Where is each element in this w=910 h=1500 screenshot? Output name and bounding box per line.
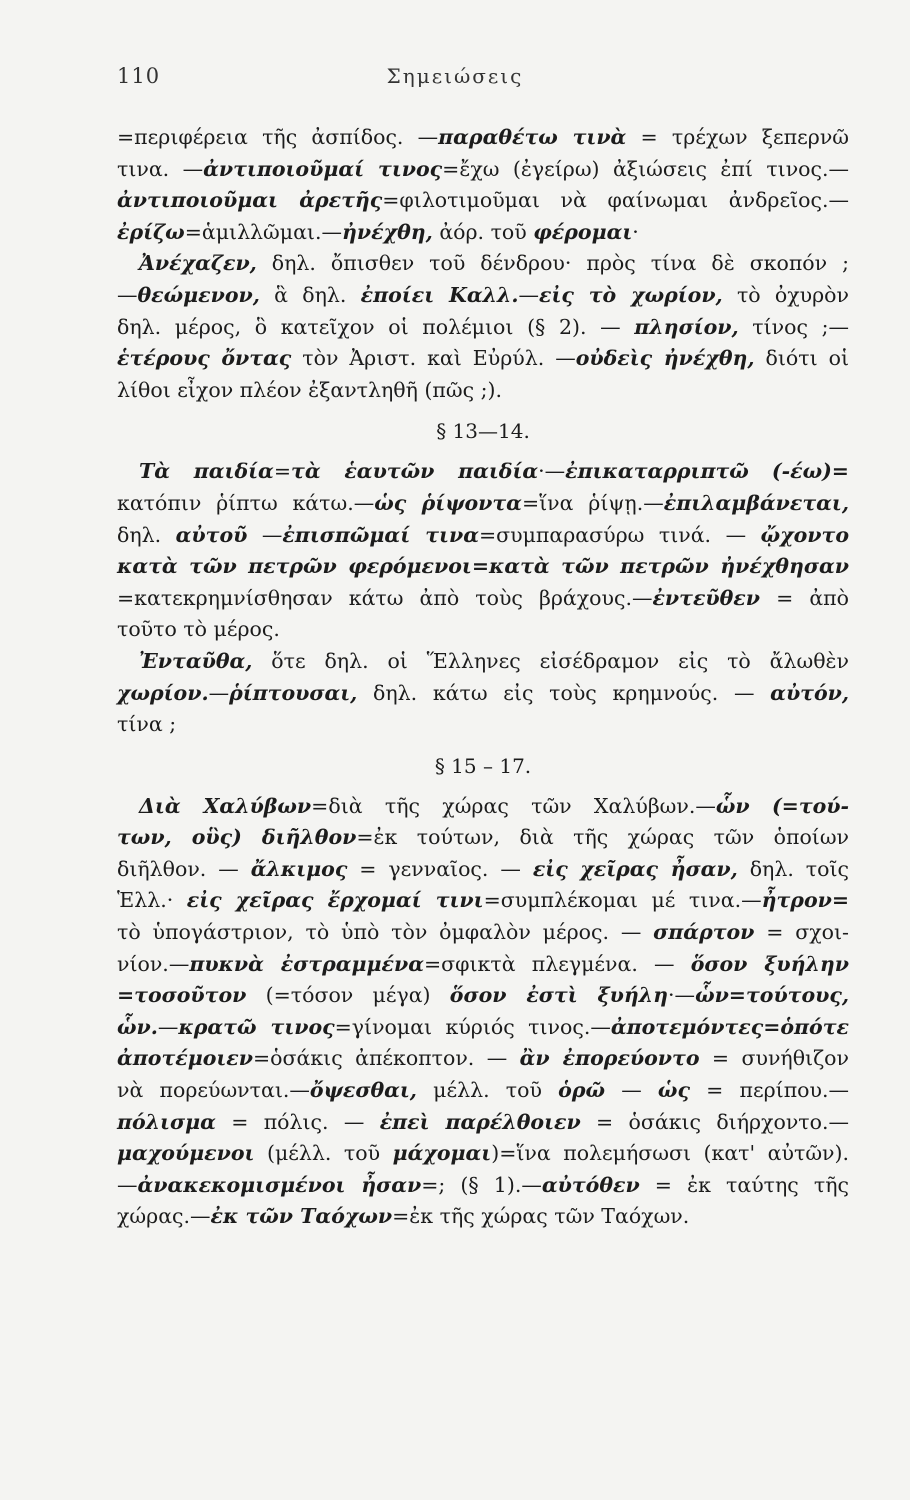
text-line bbox=[117, 1138, 849, 1170]
notes-body bbox=[117, 122, 849, 1233]
lemma-term: εἰς τὸ χωρίον, bbox=[538, 282, 723, 307]
gloss-text: νίον.— bbox=[117, 951, 190, 976]
gloss-text: = ἀπὸ bbox=[760, 585, 849, 610]
gloss-text: κατόπιν ῥίπτω κάτω.— bbox=[117, 490, 375, 515]
gloss-text: (=τόσον μέγα) bbox=[246, 983, 450, 1008]
lemma-term: ἄλκιμος bbox=[250, 856, 348, 881]
lemma-term: ὡς bbox=[657, 1078, 690, 1103]
page-header bbox=[0, 64, 910, 94]
gloss-text: δηλ. bbox=[117, 522, 176, 547]
lemma-term: ὡς ῥίψοντα bbox=[374, 490, 522, 515]
lemma-term: ἀνακεκομισμένοι ἦσαν bbox=[137, 1172, 422, 1197]
text-line bbox=[117, 791, 849, 823]
gloss-text: — bbox=[208, 680, 230, 705]
text-line bbox=[117, 709, 849, 741]
text-line bbox=[117, 248, 849, 280]
lemma-term: ἀποτεμόντες=ὁπότε bbox=[610, 1014, 849, 1039]
gloss-text: )=ἵνα πολεμήσωσι (κατ' αὐτῶν). bbox=[491, 1141, 850, 1166]
gloss-text: νὰ πορεύωνται.— bbox=[117, 1078, 310, 1103]
page-number: 110 bbox=[117, 64, 161, 88]
gloss-text: · bbox=[632, 219, 639, 244]
gloss-text: τὸν Ἀριστ. καὶ Εὐρύλ. — bbox=[291, 346, 576, 371]
text-line bbox=[117, 456, 849, 488]
text-line bbox=[117, 980, 849, 1012]
lemma-term: ἐρίζω bbox=[117, 219, 185, 244]
lemma-term: παραθέτω τινὰ bbox=[438, 125, 627, 149]
lemma-term: ἐκ τῶν Ταόχων bbox=[210, 1204, 393, 1229]
gloss-text: ἀόρ. τοῦ bbox=[432, 219, 534, 244]
gloss-text: = σχοι- bbox=[754, 920, 849, 945]
lemma-term: ἐπιλαμβάνεται, bbox=[663, 490, 849, 515]
lemma-term: ἐπεὶ παρέλθοιεν bbox=[379, 1109, 581, 1134]
text-line bbox=[117, 646, 849, 678]
gloss-text: =συμπλέκομαι μέ τινα.— bbox=[483, 888, 762, 913]
lemma-term: ὧν. bbox=[117, 1014, 158, 1039]
gloss-text: Ἑλλ.· bbox=[117, 888, 187, 913]
lemma-term: ὧν=τούτους, bbox=[695, 983, 849, 1008]
text-line bbox=[117, 1201, 849, 1233]
gloss-text: =; (§ 1).— bbox=[421, 1172, 542, 1197]
gloss-text: ·— bbox=[538, 459, 566, 484]
lemma-term: ἐντεῦθεν bbox=[652, 585, 760, 610]
gloss-text bbox=[750, 794, 772, 818]
lemma-term: σπάρτον bbox=[653, 920, 755, 945]
gloss-text: δηλ. ὄπισθεν τοῦ δένδρου· πρὸς τίνα δὲ σκοπόν ; bbox=[256, 251, 849, 276]
gloss-text: δηλ. κάτω εἰς τοὺς κρημνούς. — bbox=[357, 680, 771, 705]
gloss-text: =ἁμιλλῶμαι.— bbox=[184, 219, 342, 244]
lemma-term: μάχομαι bbox=[392, 1141, 492, 1166]
lemma-term: ἠνέχθη, bbox=[342, 219, 433, 244]
section-heading: § 13—14. bbox=[436, 419, 530, 444]
lemma-term: ᾤχοντο bbox=[760, 522, 849, 547]
text-line bbox=[117, 551, 849, 583]
text-line bbox=[117, 1075, 849, 1107]
gloss-text: — bbox=[518, 282, 539, 307]
lemma-term: Διὰ Χαλύβων bbox=[139, 793, 312, 818]
gloss-text: = bbox=[273, 459, 292, 484]
gloss-text: =περιφέρεια τῆς ἀσπίδος. — bbox=[117, 125, 439, 149]
text-line bbox=[117, 949, 849, 981]
lemma-term: εἰς χεῖρας ἔρχομαί τινι bbox=[186, 888, 484, 913]
gloss-text: τοῦτο τὸ μέρος. bbox=[117, 617, 280, 642]
gloss-text: = πόλις. — bbox=[215, 1109, 380, 1134]
text-line bbox=[117, 885, 849, 917]
lemma-term: ἑτέρους ὄντας bbox=[117, 346, 292, 371]
text-line bbox=[117, 122, 849, 154]
gloss-text: =συμπαρασύρω τινά. — bbox=[478, 522, 761, 547]
running-title: Σημειώσεις bbox=[386, 64, 524, 88]
gloss-text: =ἔχω (ἐγείρω) ἀξιώσεις ἐπί τινος.— bbox=[442, 156, 849, 181]
gloss-text: τίνος ;— bbox=[738, 314, 849, 339]
lemma-term: θεώμενον, bbox=[137, 282, 260, 307]
lemma-term: αὐτόθεν bbox=[541, 1172, 640, 1197]
lemma-term: ὄψεσθαι, bbox=[309, 1078, 417, 1103]
lemma-term: φέρομαι bbox=[533, 219, 633, 244]
lemma-term: (-έω)= bbox=[771, 459, 849, 484]
lemma-term: τὰ ἑαυτῶν παιδία bbox=[291, 459, 539, 484]
text-line bbox=[117, 343, 849, 375]
lemma-term: πλησίον, bbox=[634, 314, 739, 339]
gloss-text: ὅτε δηλ. οἱ Ἕλληνες εἰσέδραμον εἰς τὸ ἄλωθὲν bbox=[252, 648, 849, 673]
lemma-term: χωρίον. bbox=[117, 680, 209, 705]
lemma-term: ὅσον ξυήλην bbox=[690, 951, 849, 976]
lemma-term: αὐτόν, bbox=[770, 680, 849, 705]
gloss-text: =σφικτὰ πλεγμένα. — bbox=[423, 951, 691, 976]
gloss-text: =ἐκ τῆς χώρας τῶν Ταόχων. bbox=[392, 1204, 690, 1229]
gloss-text: — bbox=[605, 1078, 658, 1103]
gloss-text: =κατεκρημνίσθησαν κάτω ἀπὸ τοὺς βράχους.— bbox=[117, 585, 653, 610]
gloss-text: = περίπου.— bbox=[689, 1078, 850, 1103]
text-line bbox=[117, 185, 849, 217]
lemma-term: κατὰ τῶν πετρῶν φερόμενοι=κατὰ τῶν πετρῶν ἠνέχθησαν bbox=[117, 554, 849, 579]
lemma-term: ἀντιποιοῦμαι ἀρετῆς bbox=[117, 188, 383, 213]
lemma-term: ἐποίει Καλλ. bbox=[360, 282, 519, 307]
lemma-term: Τὰ παιδία bbox=[139, 459, 274, 484]
text-line bbox=[117, 312, 849, 344]
text-line bbox=[117, 280, 849, 312]
gloss-text: ἃ δηλ. bbox=[259, 282, 361, 307]
text-line bbox=[117, 488, 849, 520]
text-line bbox=[117, 1170, 849, 1202]
text-line bbox=[117, 1012, 849, 1044]
gloss-text: =ἵνα ῥίψῃ.— bbox=[521, 490, 664, 515]
text-line bbox=[117, 1107, 849, 1139]
gloss-text: τὸ ὀχυρὸν bbox=[722, 282, 849, 307]
text-line bbox=[117, 217, 849, 249]
text-line bbox=[117, 375, 849, 407]
gloss-text: — bbox=[117, 1172, 138, 1197]
lemma-term: ὧν bbox=[715, 793, 750, 818]
text-line bbox=[117, 822, 849, 854]
lemma-term: ἐπισπῶμαί τινα bbox=[282, 522, 479, 547]
lemma-term: Ἐνταῦθα, bbox=[139, 648, 253, 673]
gloss-text: =ἐκ τούτων, διὰ τῆς χώρας τῶν ὁποίων bbox=[356, 825, 850, 850]
lemma-term: πυκνὰ ἐστραμμένα bbox=[189, 951, 424, 976]
lemma-term: ῥίπτουσαι, bbox=[229, 680, 358, 705]
lemma-term: εἰς χεῖρας ἦσαν, bbox=[532, 856, 738, 881]
text-line bbox=[117, 854, 849, 886]
text-line bbox=[117, 154, 849, 186]
text-line bbox=[117, 520, 849, 552]
lemma-term: ὁρῶ bbox=[558, 1078, 605, 1103]
lemma-term: ἂν ἐπορεύοντο bbox=[519, 1046, 700, 1071]
gloss-text: τὸ ὑπογάστριον, τὸ ὑπὸ τὸν ὀμφαλὸν μέρος. — bbox=[117, 920, 654, 945]
lemma-term: μαχούμενοι bbox=[117, 1141, 255, 1166]
gloss-text: = γενναῖος. — bbox=[347, 856, 533, 881]
lemma-term: αὐτοῦ bbox=[175, 522, 248, 547]
gloss-text: =φιλοτιμοῦμαι νὰ φαίνωμαι ἀνδρεῖος.— bbox=[382, 188, 849, 213]
gloss-text: = ἐκ ταύτης τῆς bbox=[639, 1172, 849, 1197]
gloss-text: (μέλλ. τοῦ bbox=[254, 1141, 393, 1166]
gloss-text bbox=[749, 459, 772, 483]
gloss-text: = ὁσάκις διήρχοντο.— bbox=[580, 1109, 849, 1134]
lemma-term: (=τού- bbox=[771, 793, 850, 818]
text-line bbox=[117, 678, 849, 710]
gloss-text: — bbox=[157, 1014, 179, 1039]
lemma-term: ἀποτέμοιεν bbox=[117, 1046, 253, 1071]
lemma-term: των, οὓς) διῆλθον bbox=[117, 825, 357, 850]
gloss-text: λίθοι εἶχον πλέον ἐξαντληθῆ (πῶς ;). bbox=[117, 377, 503, 402]
gloss-text: διότι οἱ bbox=[754, 346, 849, 371]
text-line bbox=[117, 1043, 849, 1075]
gloss-text: = συνήθιζον bbox=[699, 1046, 849, 1071]
gloss-text: ·— bbox=[668, 983, 696, 1008]
gloss-text: =διὰ τῆς χώρας τῶν Χαλύβων.— bbox=[311, 793, 716, 818]
text-line bbox=[117, 583, 849, 615]
gloss-text: τίνα ; bbox=[117, 712, 177, 737]
gloss-text: μέλλ. τοῦ bbox=[416, 1078, 559, 1103]
lemma-term: ἐπικαταρριπτῶ bbox=[565, 459, 749, 484]
gloss-text: — bbox=[117, 282, 138, 307]
gloss-text: δηλ. τοῖς bbox=[737, 856, 849, 881]
gloss-text: διῆλθον. — bbox=[117, 856, 251, 881]
gloss-text: χώρας.— bbox=[117, 1204, 211, 1229]
gloss-text: — bbox=[247, 522, 283, 547]
lemma-term: =τοσοῦτον bbox=[117, 983, 247, 1008]
lemma-term: ἀντιποιοῦμαί τινος bbox=[203, 156, 443, 181]
text-line bbox=[117, 917, 849, 949]
lemma-term: ἦτρον= bbox=[761, 888, 850, 913]
text-line bbox=[117, 614, 849, 646]
lemma-term: Ἀνέχαζεν, bbox=[139, 251, 257, 276]
gloss-text: =ὁσάκις ἀπέκοπτον. — bbox=[253, 1046, 520, 1071]
lemma-term: ὅσον ἐστὶ ξυήλη bbox=[449, 983, 669, 1008]
section-heading: § 15 – 17. bbox=[434, 753, 532, 778]
gloss-text: τινα. — bbox=[117, 156, 204, 181]
lemma-term: οὐδεὶς ἠνέχθη, bbox=[575, 346, 755, 371]
gloss-text: = τρέχων ξεπερνῶ bbox=[626, 125, 849, 149]
gloss-text: =γίνομαι κύριός τινος.— bbox=[334, 1014, 611, 1039]
gloss-text: δηλ. μέρος, ὃ κατεῖχον οἱ πολέμιοι (§ 2). — bbox=[117, 314, 635, 339]
lemma-term: πόλισμα bbox=[117, 1109, 216, 1134]
lemma-term: κρατῶ τινος bbox=[178, 1014, 335, 1039]
